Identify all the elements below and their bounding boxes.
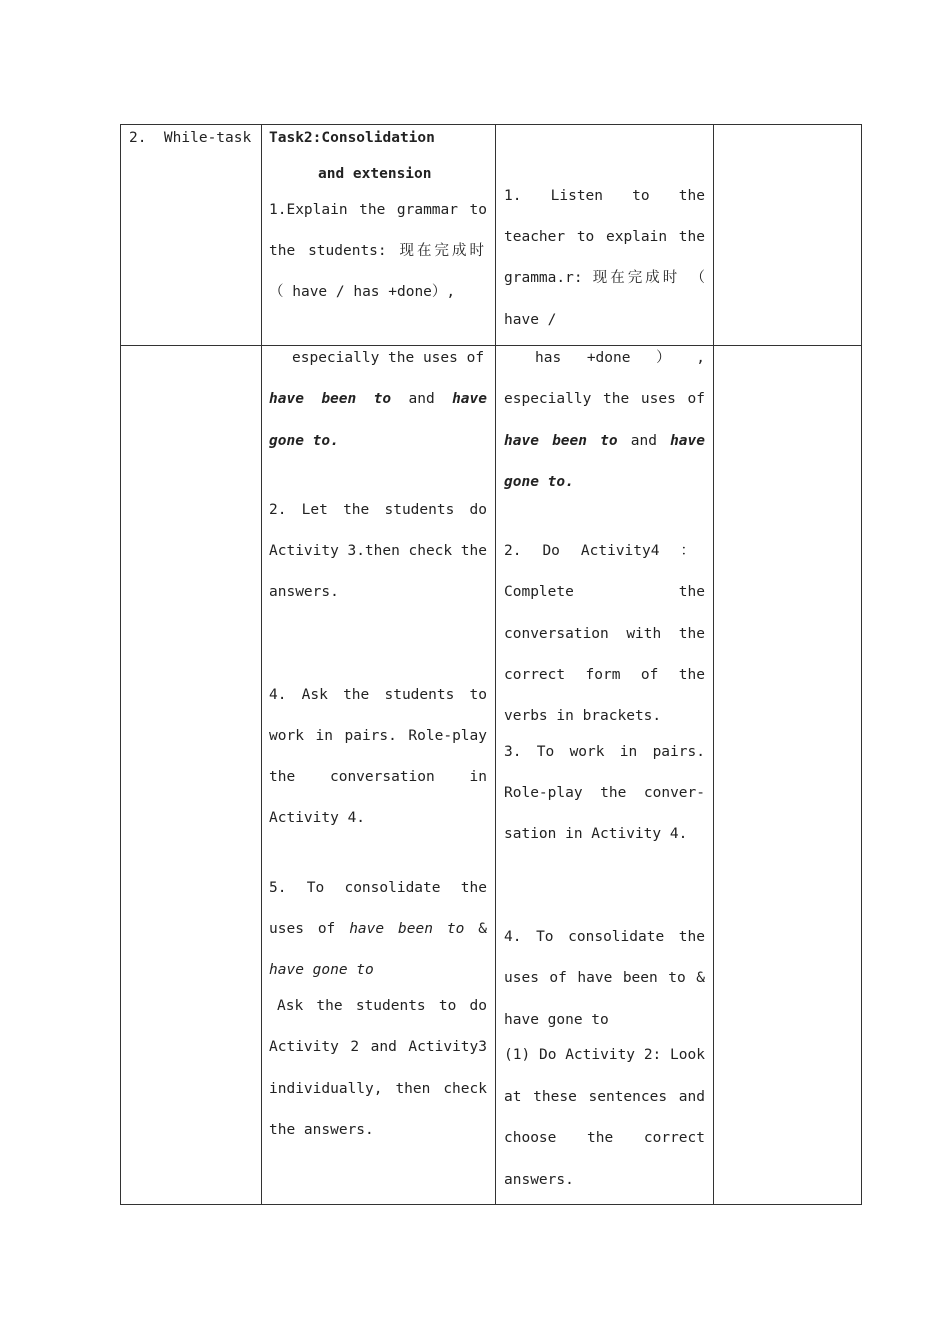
teacher-line: 5. To consolidate the	[269, 880, 487, 896]
teacher-line: the students: 现在完成时	[269, 243, 487, 259]
teacher-line: uses of have been to &	[269, 921, 487, 937]
student-line: 3. To work in pairs.	[504, 744, 705, 760]
task-title: Task2:Consolidation	[269, 130, 435, 146]
student-line: have /	[504, 312, 557, 328]
teacher-line: （ have / has +done）,	[269, 284, 456, 300]
student-line: have gone to	[504, 1012, 609, 1028]
student-line: correct form of the	[504, 667, 705, 683]
student-line: gone to.	[504, 474, 574, 490]
student-line: (1) Do Activity 2: Look	[504, 1047, 705, 1063]
teacher-line: have been to and have	[269, 391, 487, 407]
teacher-line: Activity 3.then check the	[269, 543, 487, 559]
student-line: uses of have been to &	[504, 970, 705, 986]
teacher-line: Ask the students to do	[277, 998, 487, 1014]
student-line: answers.	[504, 1172, 574, 1188]
teacher-line: Activity 2 and Activity3	[269, 1039, 487, 1055]
student-line: 2. Do Activity4 ：	[504, 543, 695, 559]
column-divider	[495, 125, 496, 1204]
teacher-line: work in pairs. Role-play	[269, 728, 487, 744]
teacher-line: especially the uses of	[292, 350, 485, 366]
student-line: has +done ） ,	[535, 350, 705, 366]
row-divider	[121, 345, 861, 346]
teacher-line: individually, then check	[269, 1081, 487, 1097]
student-line: verbs in brackets.	[504, 708, 662, 724]
student-line: sation in Activity 4.	[504, 826, 688, 842]
student-line: gramma.r: 现在完成时 （	[504, 270, 705, 286]
student-line: teacher to explain the	[504, 229, 705, 245]
student-line: have been to and have	[504, 433, 705, 449]
lesson-table	[120, 124, 862, 1205]
teacher-line: the answers.	[269, 1122, 374, 1138]
teacher-line: have gone to	[269, 962, 374, 978]
column-divider	[713, 125, 714, 1204]
teacher-line: Activity 4.	[269, 810, 366, 826]
teacher-line: 4. Ask the students to	[269, 687, 487, 703]
teacher-line: answers.	[269, 584, 339, 600]
column-divider	[261, 125, 262, 1204]
student-line: especially the uses of	[504, 391, 705, 407]
teacher-line: 1.Explain the grammar to	[269, 202, 487, 218]
student-line: 4. To consolidate the	[504, 929, 705, 945]
student-line: conversation with the	[504, 626, 705, 642]
student-line: Role-play the conver-	[504, 785, 705, 801]
student-line: 1. Listen to the	[504, 188, 705, 204]
task-subtitle: and extension	[318, 166, 432, 182]
teacher-line: 2. Let the students do	[269, 502, 487, 518]
stage-label: 2. While-task	[129, 130, 252, 146]
student-line: choose the correct	[504, 1130, 705, 1146]
teacher-line: the conversation in	[269, 769, 487, 785]
teacher-line: gone to.	[269, 433, 339, 449]
student-line: Complete the	[504, 584, 705, 600]
student-line: at these sentences and	[504, 1089, 705, 1105]
